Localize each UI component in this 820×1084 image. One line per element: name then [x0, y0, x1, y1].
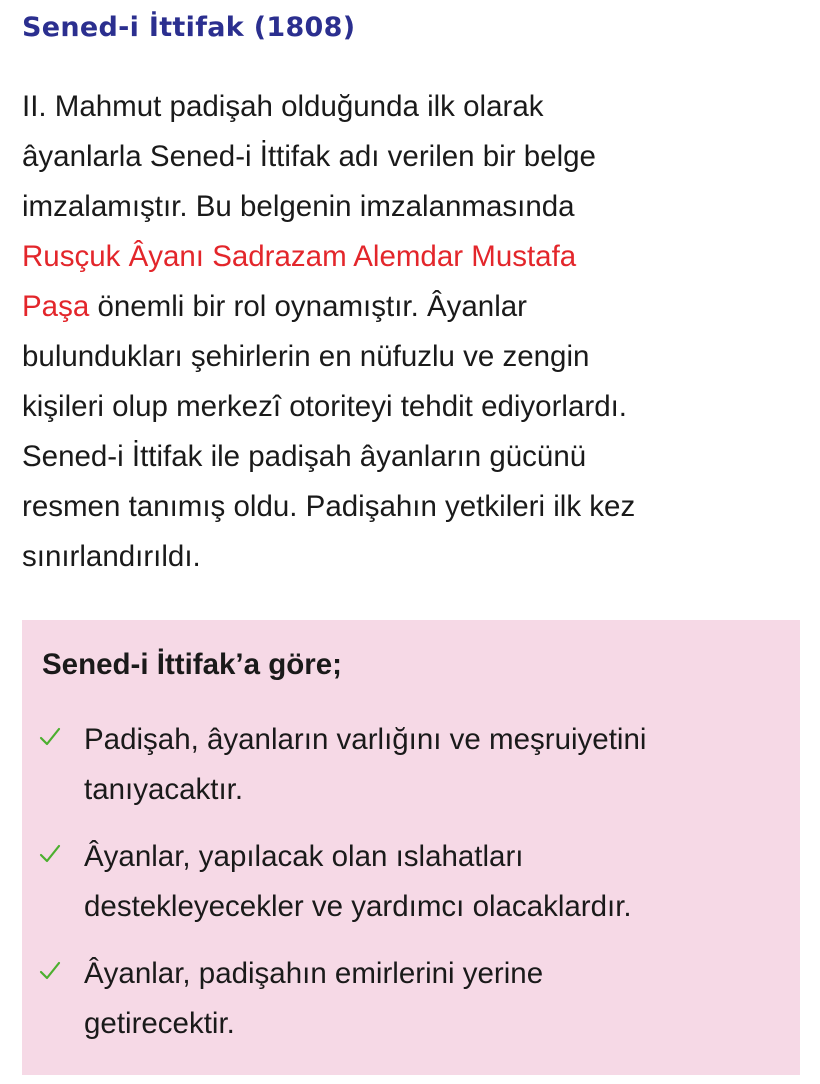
- check-icon: [38, 959, 62, 983]
- summary-box-title: Sened-i İttifak’a göre;: [42, 648, 342, 681]
- paragraph-line: sınırlandırıldı.: [22, 540, 201, 573]
- paragraph-line: bulundukları şehirlerin en nüfuzlu ve zengin: [22, 340, 590, 373]
- list-item-line: Padişah, âyanların varlığını ve meşruiyetini: [84, 723, 647, 756]
- list-item-text: [84, 832, 632, 932]
- paragraph-line: imzalamıştır. Bu belgenin imzalanmasında: [22, 190, 575, 223]
- paragraph-line: âyanlarla Sened-i İttifak adı verilen bir belge: [22, 140, 596, 173]
- section-heading: Sened-i İttifak (1808): [22, 12, 356, 43]
- paragraph-line: Sened-i İttifak ile padişah âyanların gücünü: [22, 440, 587, 473]
- list-item-line: tanıyacaktır.: [84, 773, 244, 806]
- paragraph-line-rest: önemli bir rol oynamıştır. Âyanlar: [89, 290, 527, 323]
- paragraph-line: [22, 282, 812, 332]
- check-icon: [38, 842, 62, 866]
- list-item-text: [84, 949, 543, 1049]
- paragraph-line: resmen tanımış oldu. Padişahın yetkileri ilk kez: [22, 490, 636, 523]
- body-paragraph: [22, 82, 812, 582]
- list-item-line: destekleyecekler ve yardımcı olacaklardır.: [84, 890, 632, 923]
- paragraph-line: II. Mahmut padişah olduğunda ilk olarak: [22, 90, 544, 123]
- list-item-line: getirecektir.: [84, 1007, 235, 1040]
- list-item-line: Âyanlar, yapılacak olan ıslahatları: [84, 840, 524, 873]
- list-item-text: [84, 715, 646, 815]
- check-icon: [38, 725, 62, 749]
- paragraph-line: kişileri olup merkezî otoriteyi tehdit ediyorlardı.: [22, 390, 627, 423]
- list-item-line: Âyanlar, padişahın emirlerini yerine: [84, 957, 544, 990]
- highlighted-name-line: Rusçuk Âyanı Sadrazam Alemdar Mustafa: [22, 240, 577, 273]
- highlighted-name-end: Paşa: [22, 290, 90, 323]
- summary-box: [22, 620, 800, 1075]
